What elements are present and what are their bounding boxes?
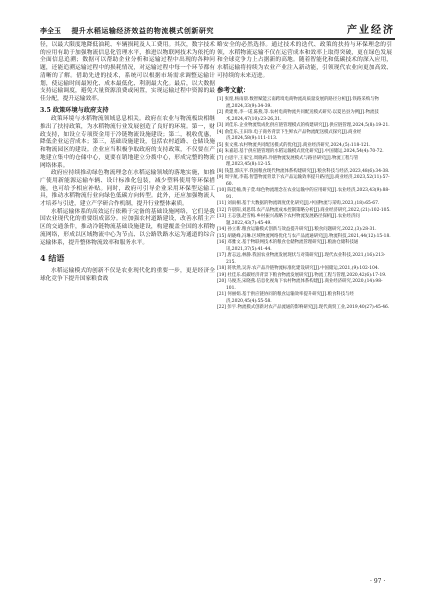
reference-item: [11] 刘雨桐.基于大数据的物流调度优化研究[J].中国物流与采购,2023,(18):65-67. [217,201,380,207]
reference-item: [16] 邓雅文.基于物联网技术的粮食仓储物流管理研究[J].粮油仓储科技通讯,2021,37(5):41-44. [217,240,359,252]
subsection-heading: 3.5 政策环境与政府支持 [40,106,109,114]
body-paragraph: 水稻运输体系的高效运行依赖于完备的基础设施网络，它们是我国农业现代化的重要组成部分。应加强农村道路建设，改善水稻主产区的交通条件，推动冷链物流基础设施建设，构建覆盖全国的水稻物流网络，形成以区域物流中心为节点、以公路铁路水运为通道的综合运输体系，提升整体物流效率和服务水平。 [40,208,215,246]
reference-item: [5] 张文燕.农村物流共同配送模式的优化[J].商业经济研究,2024,(5):118-121. [217,142,371,148]
page-number: · 97 · [370,578,386,585]
reference-list [217,97,392,312]
reference-item: [22] 彭宇.物流模式创新对农产品流通的影响研究[J].现代商贸工业,2019,40(27):45-46. [217,305,390,311]
left-column [40,42,215,283]
header-left [40,26,214,36]
reference-item: [7] 白思宇,王家宝,周晓莉.冷链物流发展模式与路径研究[J].物流工程与管理,2023,45(8):12-15. [217,155,359,168]
reference-item: [21] 何丽娟.基于供应链协同的粮食运输效率提升研究[J].粮食科技与经济,2020,45(4):55-58. [217,292,354,304]
reference-item: [15] 胡晓峰,冯琳.区域物流网络优化与农产品流通研究[J].物流科技,2021,44(12):15-18. [217,233,391,239]
running-header [40,18,395,40]
section-heading: 4 结语 [40,253,65,264]
header-column-name: 产业经济 [347,25,395,36]
body-paragraph: 水稻运输模式的创新不仅是农业现代化的重要一步，更是经济全球化竞争下提升国家粮食战 [40,267,215,282]
body-paragraph: 政府应持续推动绿色物流理念在水稻运输领域的落地实施，如推广使用新能源运输车辆、设计标准化包装，减少塑料使用等环保措施，也可给予相应补贴。同时，政府可引导企业采用环保型运输工具，推动水稻物流行业向绿色低碳方向转型。此外，还应加强物流人才培养与引进，建立产学研合作机制，提升行业整体素质。 [40,170,215,208]
references-heading: 参考文献： [217,85,250,94]
reference-item: [12] 许晨阳,刘思琪.农产品物流成本控制策略分析[J].商业经济研究,2022,(21):102-105. [217,207,391,213]
reference-item: [10] 陈佳楠,黄子萱.绿色物流理念在农业运输中的应用研究[J].农业经济,2023,43(9):88-91. [217,188,390,200]
reference-item: [18] 蒋欣然,吴涛.农产品冷链物流标准化建设研究[J].中国储运,2021,(9):102-104. [217,266,380,272]
reference-item: [14] 孙立新.粮食运输模式创新与效益提升研究[J].粮食问题研究,2022,(3):28-31. [217,227,377,233]
reference-item: [1] 张煌,杨雨晨.数智赋能云南跨境电商物流高质量发展的路径分析[J].铁路采购与物流,2024,33(9):34-39. [217,97,379,109]
reference-item: [4] 俞佳乐,王田珍.电子商务背景下生鲜农产品物流配送模式探究[J].商业经济,2024,58(9):111-113. [217,129,362,142]
reference-item: [13] 王志强,赵雪梅.乡村振兴战略下农村物流发展路径探析[J].农业经济问题,2022,43(7):45-49. [217,214,360,226]
body-paragraph: 政策环境与水稻物流领域息息相关。政府在农业与物流板块相继推出了扶持政策，为水稻物流行业发展创造了良好的环境。第一，财政支持，如设立专项资金用于冷链物流设施建设；第二，税收优惠，降低企业运营成本；第三，基础设施建设，包括农村道路、仓储设施和物流园区的建设。企业应当积极争取政府的支持政策，不仅要在产地建立集中的仓储中心，更要在销地建立分拨中心，形成完整的物流网络体系。 [40,116,215,169]
reference-item: [6] 朱嘉超.基于供应链管理的水稻运输模式优化研究[J].中国储运,2024,54(4):70-72. [217,149,384,155]
reference-item: [17] 唐志远,林静.我国农业物流发展现状与对策研究[J].现代农业科技,2021,(16):213-215. [217,253,386,265]
right-column [217,42,392,312]
reference-item: [8] 钱慧,郭庆平.我国粮食现代物流体系构建研究[J].粮食科技与经济,2023,48(6):34-38. [217,168,390,174]
reference-item: [9] 周宇航,李霞.智慧物流背景下农产品运输效率提升路径[J].商业经济,2023,52(11):57-60. [217,175,390,187]
body-paragraph: 径，以最大限度地降低油耗、车辆损耗及人工费用。其次，数字技术的应用有助于加强物流信息化管理水平，推进以物联网技术为依托的全面信息追溯；数据可以帮助企业分析和运输过程中出现的各种问题，还能追溯运输过程中的损耗情况，对运输过程中每一个环节都有清晰的了解。借助先进的技术，系统可以根据市场需求调整运输计划，使运输时间最短化、成本最低化、利润最大化。最后，以大数据支持运输调度，避免大量资源浪费或闲置，实现运输过程中资源的最佳分配，提升运输效率。 [40,42,215,102]
reference-item: [20] 马俊杰,宋晓燕.信息化视角下农村物流体系构建[J].商业经济研究,2020,(14):98-101. [217,279,383,291]
header-article-title: 提升水稻运输经济效益的物流模式创新研究 [71,26,214,35]
reference-item: [2] 黄建勇,李一诺,陈燕,等.农村电商物流共同配送模式研究:以夏邑县为例[J].物流技术,2024,47(10):23-26,31. [217,110,379,122]
header-author: 李全玉 [40,26,61,35]
body-paragraph: 略安全的必然选择。通过技术的迭代、政策的扶持与环保理念的引领，水稻物流运输不仅在运营成本和效率上取得突破，更在绿色发展和全球竞争力上占据新的高地。随着智能化和低碳技术的深入应用，水稻运输将持续为农业产业注入新动能，引领现代农业向更加高效、可持续的未来迈进。 [217,42,392,79]
reference-item: [3] 刘佳乐.企业物流集成化供应链管理模式的构建研究[J].供应链管理,2024,5(8):19-21. [217,123,390,129]
reference-item: [19] 杜佳乐.低碳经济背景下粮食物流发展研究[J].物流工程与管理,2020,42(6):17-19. [217,272,387,278]
